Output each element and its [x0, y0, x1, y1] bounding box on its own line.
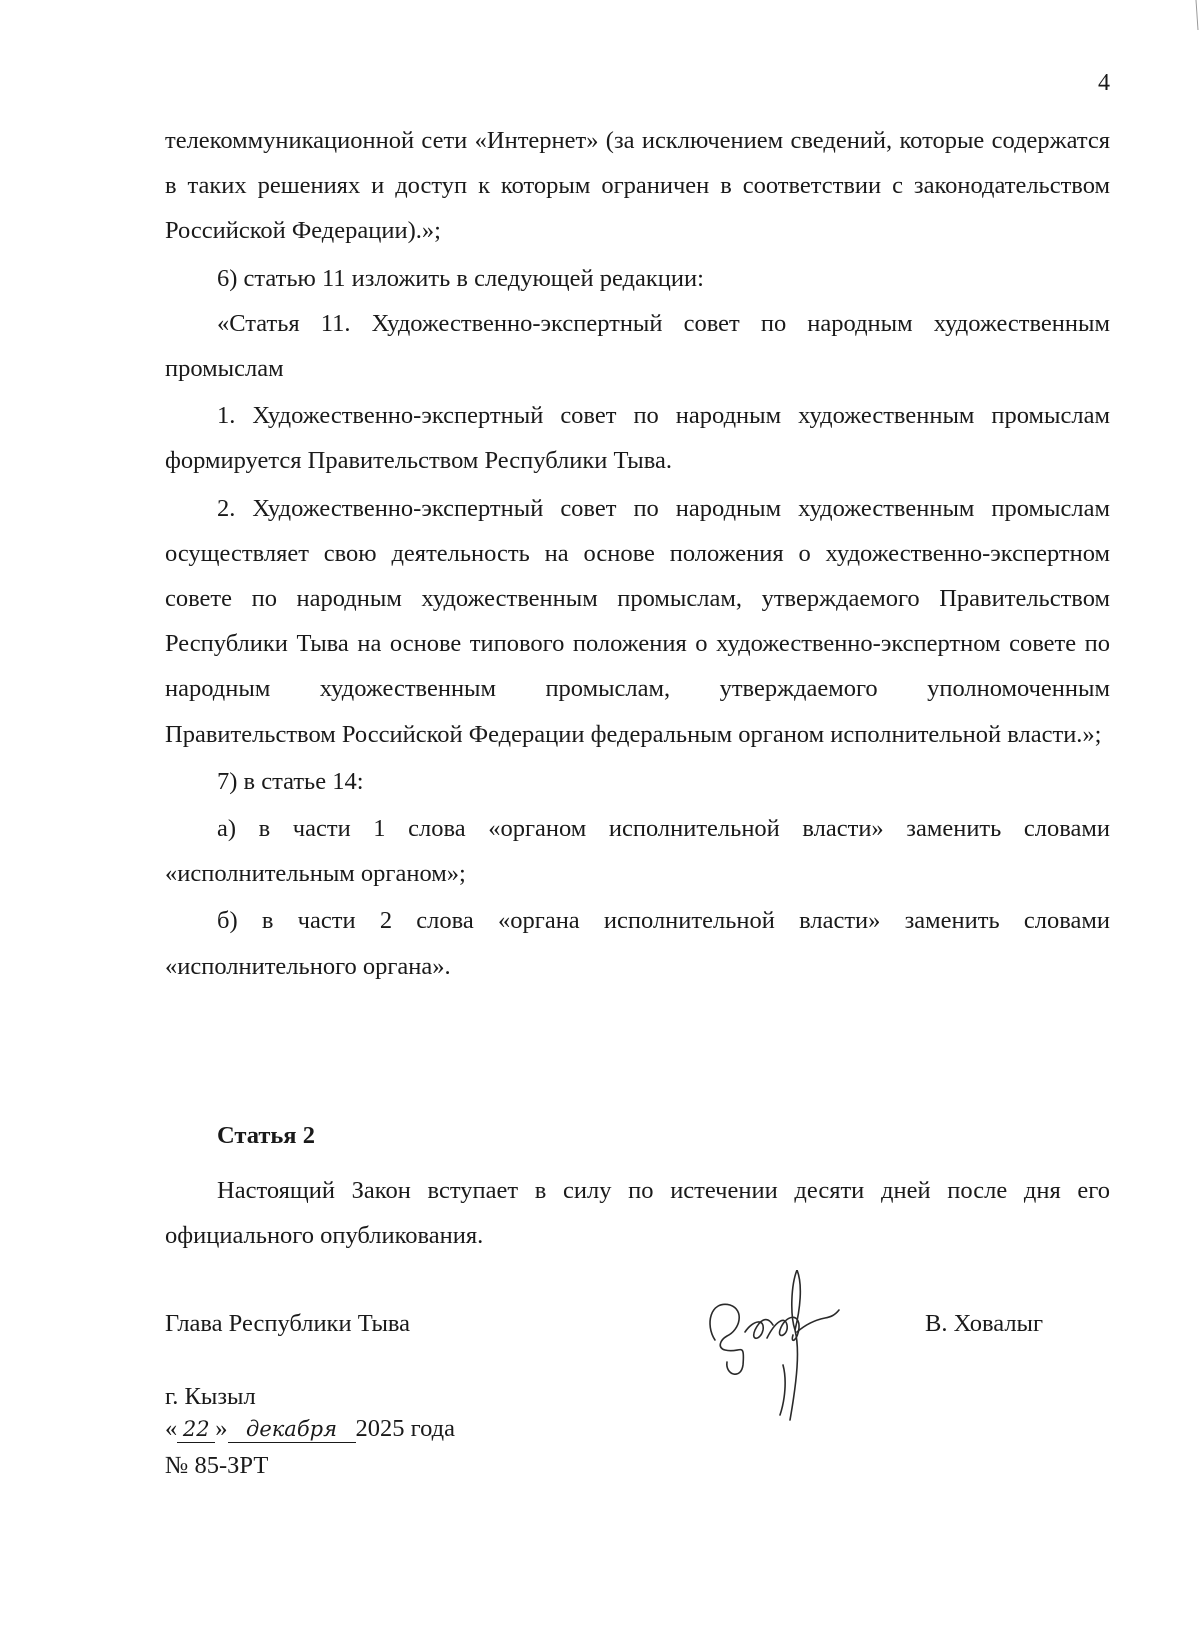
date-close-quote: » — [215, 1415, 228, 1442]
law-number: № 85-ЗРТ — [165, 1452, 269, 1479]
scan-edge-mark — [1160, 0, 1200, 40]
article2-text: Настоящий Закон вступает в силу по истечении десяти дней после дня его официального опубликования. — [165, 1177, 1110, 1250]
date-open-quote: « — [165, 1415, 178, 1442]
date-day: 22 — [177, 1416, 215, 1443]
signatory-title: Глава Республики Тыва — [165, 1310, 411, 1337]
date-month: декабря — [228, 1416, 356, 1443]
paragraph: 7) в статье 14: — [217, 767, 364, 795]
article2-heading: Статья 2 — [217, 1122, 315, 1149]
page-number: 4 — [1098, 70, 1110, 96]
paragraph: 6) статью 11 изложить в следующей редакции: — [217, 264, 704, 292]
paragraph: б) в части 2 слова «органа исполнительной власти» заменить словами «исполнительного органа». — [165, 907, 1110, 980]
date-year: 2025 года — [355, 1415, 455, 1442]
paragraph: «Статья 11. Художественно-экспертный совет по народным художественным промыслам — [165, 309, 1110, 383]
paragraph: 2. Художественно-экспертный совет по народным художественным промыслам осуществляет свою деятельность на основе положения о художественно-экспертном совете по народным художественным промыслам, утверждаемого Правительством Республики Тыва на основе типового положения о художественно-экспертном совете по народным художественным промыслам, утверждаемого уполномоченным Правительством Российской Федерации федеральным органом исполнительной власти.»; — [165, 494, 1110, 748]
place-of-signing: г. Кызыл — [165, 1383, 256, 1410]
article1-continuation — [165, 118, 1110, 989]
paragraph: а) в части 1 слова «органом исполнительной власти» заменить словами «исполнительным органом»; — [165, 815, 1110, 888]
paragraph: 1. Художественно-экспертный совет по народным художественным промыслам формируется Правительством Республики Тыва. — [165, 402, 1110, 475]
signatory-name: В. Ховалыг — [925, 1310, 1044, 1337]
handwritten-signature — [705, 1270, 855, 1430]
signing-date — [165, 1415, 455, 1443]
paragraph: телекоммуникационной сети «Интернет» (за исключением сведений, которые содержатся в таких решениях и доступ к которым ограничен в соответствии с законодательством Российской Федерации).»; — [165, 127, 1110, 245]
